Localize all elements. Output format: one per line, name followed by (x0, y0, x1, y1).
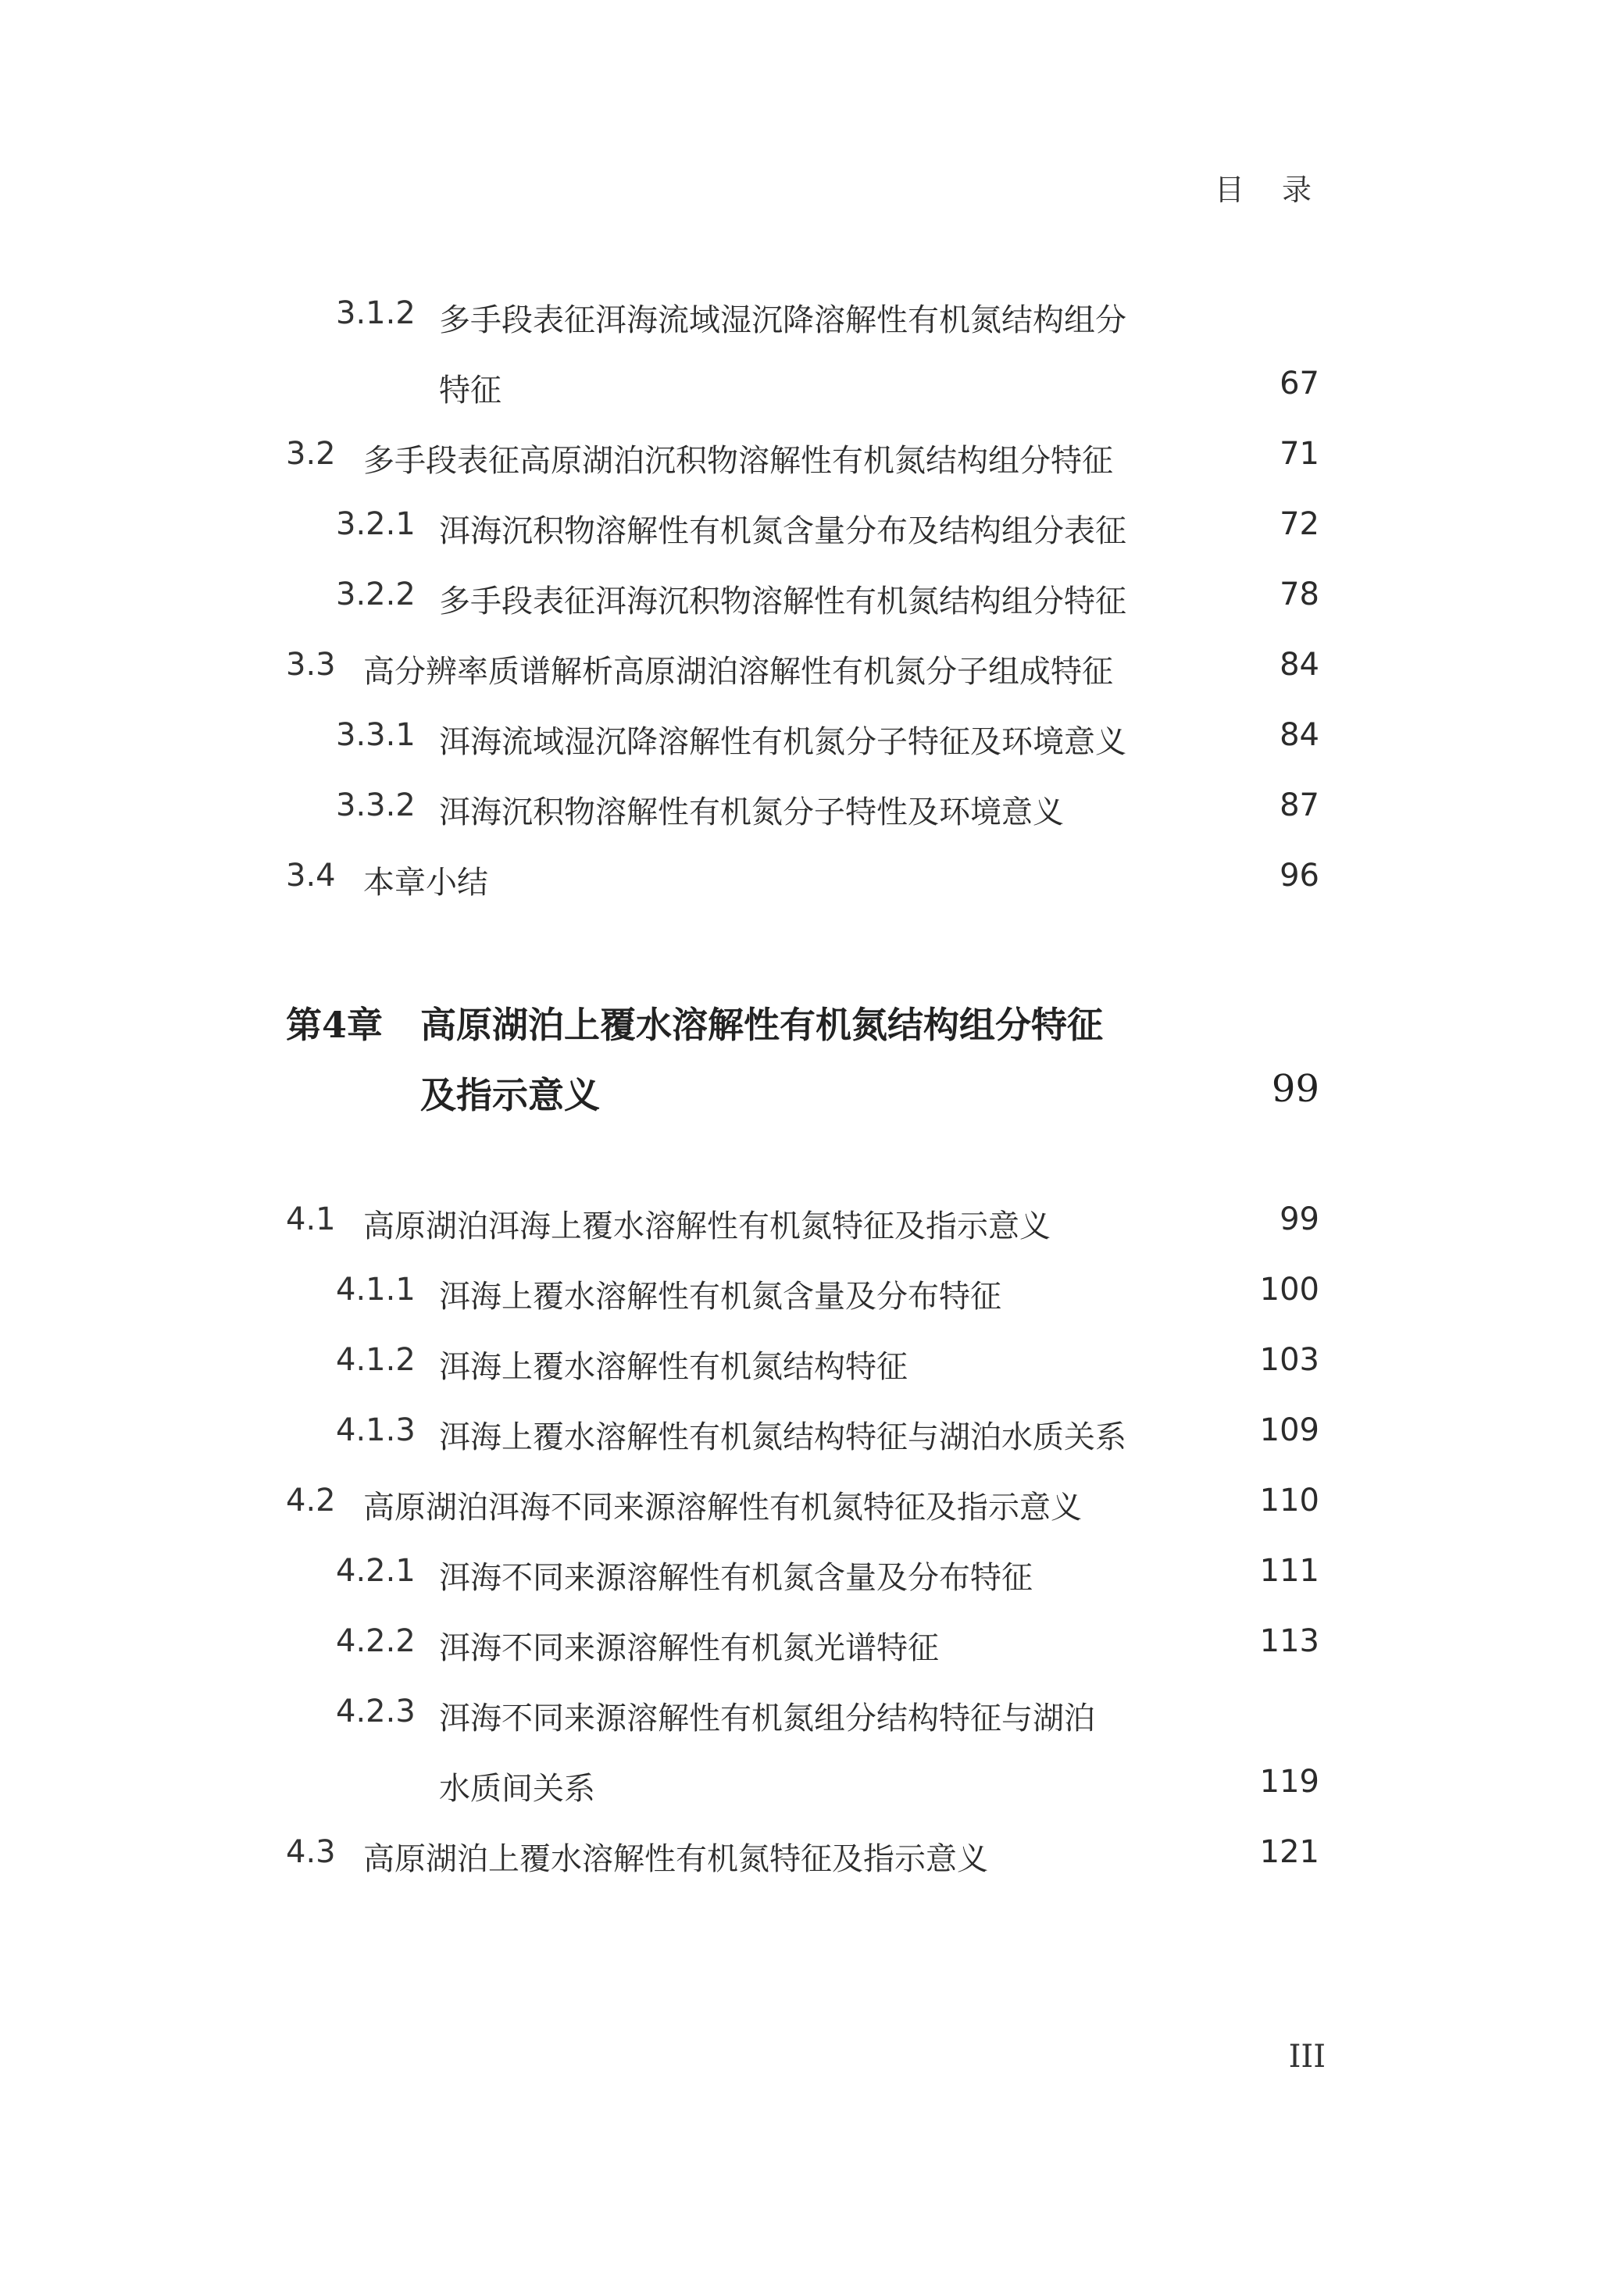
section-number: 4.1.3 (336, 1412, 416, 1448)
section-number: 3.2.2 (336, 576, 416, 612)
toc-entry-4-2[interactable] (0, 1483, 1624, 1537)
toc-entry-3-3-1[interactable] (0, 717, 1624, 772)
page-number: 111 (1259, 1553, 1319, 1589)
page-number: 103 (1259, 1342, 1319, 1378)
section-title: 高原湖泊上覆水溶解性有机氮特征及指示意义 (363, 1841, 988, 1877)
toc-entry-3-1-2-cont[interactable] (0, 366, 1624, 420)
section-title: 高分辨率质谱解析高原湖泊溶解性有机氮分子组成特征 (363, 654, 1113, 690)
chapter-title-line1: 高原湖泊上覆水溶解性有机氮结构组分特征 (420, 1004, 1103, 1046)
section-title: 洱海上覆水溶解性有机氮结构特征与湖泊水质关系 (439, 1419, 1126, 1455)
section-number: 3.2 (286, 436, 336, 472)
page-number: 110 (1259, 1483, 1319, 1519)
page-number: 87 (1280, 787, 1319, 823)
page-number: 72 (1280, 506, 1319, 542)
toc-entry-4-3[interactable] (0, 1834, 1624, 1889)
section-number: 4.1 (286, 1201, 336, 1237)
section-title: 高原湖泊洱海上覆水溶解性有机氮特征及指示意义 (363, 1208, 1051, 1244)
toc-entry-4-1[interactable] (0, 1201, 1624, 1256)
section-number: 4.1.1 (336, 1272, 416, 1308)
toc-entry-4-2-3-cont[interactable] (0, 1764, 1624, 1818)
chapter-title-line2: 及指示意义 (420, 1074, 600, 1116)
section-title: 水质间关系 (439, 1771, 595, 1807)
page-number: 121 (1259, 1834, 1319, 1870)
page-number: 78 (1280, 576, 1319, 612)
toc-entry-4-2-1[interactable] (0, 1553, 1624, 1608)
section-title: 洱海沉积物溶解性有机氮分子特性及环境意义 (439, 794, 1064, 830)
chapter-number: 第4章 (286, 1004, 384, 1046)
toc-entry-3-3-2[interactable] (0, 787, 1624, 842)
toc-entry-3-4[interactable] (0, 858, 1624, 912)
page-folio: III (1288, 2039, 1326, 2075)
section-number: 3.1.2 (336, 295, 416, 331)
toc-entry-3-2-2[interactable] (0, 576, 1624, 631)
section-title: 多手段表征洱海沉积物溶解性有机氮结构组分特征 (439, 584, 1126, 619)
toc-entry-3-2-1[interactable] (0, 506, 1624, 561)
page-number: 100 (1259, 1272, 1319, 1308)
section-number: 4.3 (286, 1834, 336, 1870)
page-number: 84 (1280, 717, 1319, 753)
section-title: 洱海不同来源溶解性有机氮光谱特征 (439, 1630, 939, 1666)
section-number: 3.3.2 (336, 787, 416, 823)
section-title: 洱海上覆水溶解性有机氮结构特征 (439, 1349, 908, 1385)
toc-entry-4-1-2[interactable] (0, 1342, 1624, 1397)
section-number: 4.2.1 (336, 1553, 416, 1589)
toc-entry-4-1-1[interactable] (0, 1272, 1624, 1326)
section-title: 洱海上覆水溶解性有机氮含量及分布特征 (439, 1279, 1001, 1315)
section-number: 3.3 (286, 647, 336, 683)
section-title: 洱海不同来源溶解性有机氮含量及分布特征 (439, 1560, 1033, 1596)
section-title: 多手段表征洱海流域湿沉降溶解性有机氮结构组分 (439, 302, 1126, 338)
running-header: 目 录 (1214, 173, 1326, 207)
page-number: 67 (1280, 366, 1319, 402)
chapter-page-number: 99 (1271, 1067, 1319, 1111)
section-number: 4.2.2 (336, 1623, 416, 1659)
page-number: 96 (1280, 858, 1319, 894)
page-number: 84 (1280, 647, 1319, 683)
toc-entry-4-2-2[interactable] (0, 1623, 1624, 1678)
section-title: 洱海沉积物溶解性有机氮含量分布及结构组分表征 (439, 513, 1126, 549)
section-number: 4.2.3 (336, 1694, 416, 1729)
toc-entry-3-3[interactable] (0, 647, 1624, 701)
section-title: 洱海流域湿沉降溶解性有机氮分子特征及环境意义 (439, 724, 1126, 760)
page-number: 71 (1280, 436, 1319, 472)
section-number: 3.2.1 (336, 506, 416, 542)
section-number: 4.2 (286, 1483, 336, 1519)
page-number: 109 (1259, 1412, 1319, 1448)
page-number: 113 (1259, 1623, 1319, 1659)
page-number: 99 (1280, 1201, 1319, 1237)
section-number: 4.1.2 (336, 1342, 416, 1378)
page-number: 119 (1259, 1764, 1319, 1800)
section-title: 特征 (439, 373, 501, 409)
section-title: 本章小结 (363, 865, 488, 901)
toc-entry-3-2[interactable] (0, 436, 1624, 491)
toc-entry-4-1-3[interactable] (0, 1412, 1624, 1467)
section-title: 洱海不同来源溶解性有机氮组分结构特征与湖泊 (439, 1701, 1095, 1736)
toc-entry-4-2-3[interactable] (0, 1694, 1624, 1748)
section-title: 多手段表征高原湖泊沉积物溶解性有机氮结构组分特征 (363, 443, 1113, 479)
toc-entry-3-1-2[interactable] (0, 295, 1624, 350)
section-number: 3.4 (286, 858, 336, 894)
section-title: 高原湖泊洱海不同来源溶解性有机氮特征及指示意义 (363, 1490, 1082, 1526)
section-number: 3.3.1 (336, 717, 416, 753)
